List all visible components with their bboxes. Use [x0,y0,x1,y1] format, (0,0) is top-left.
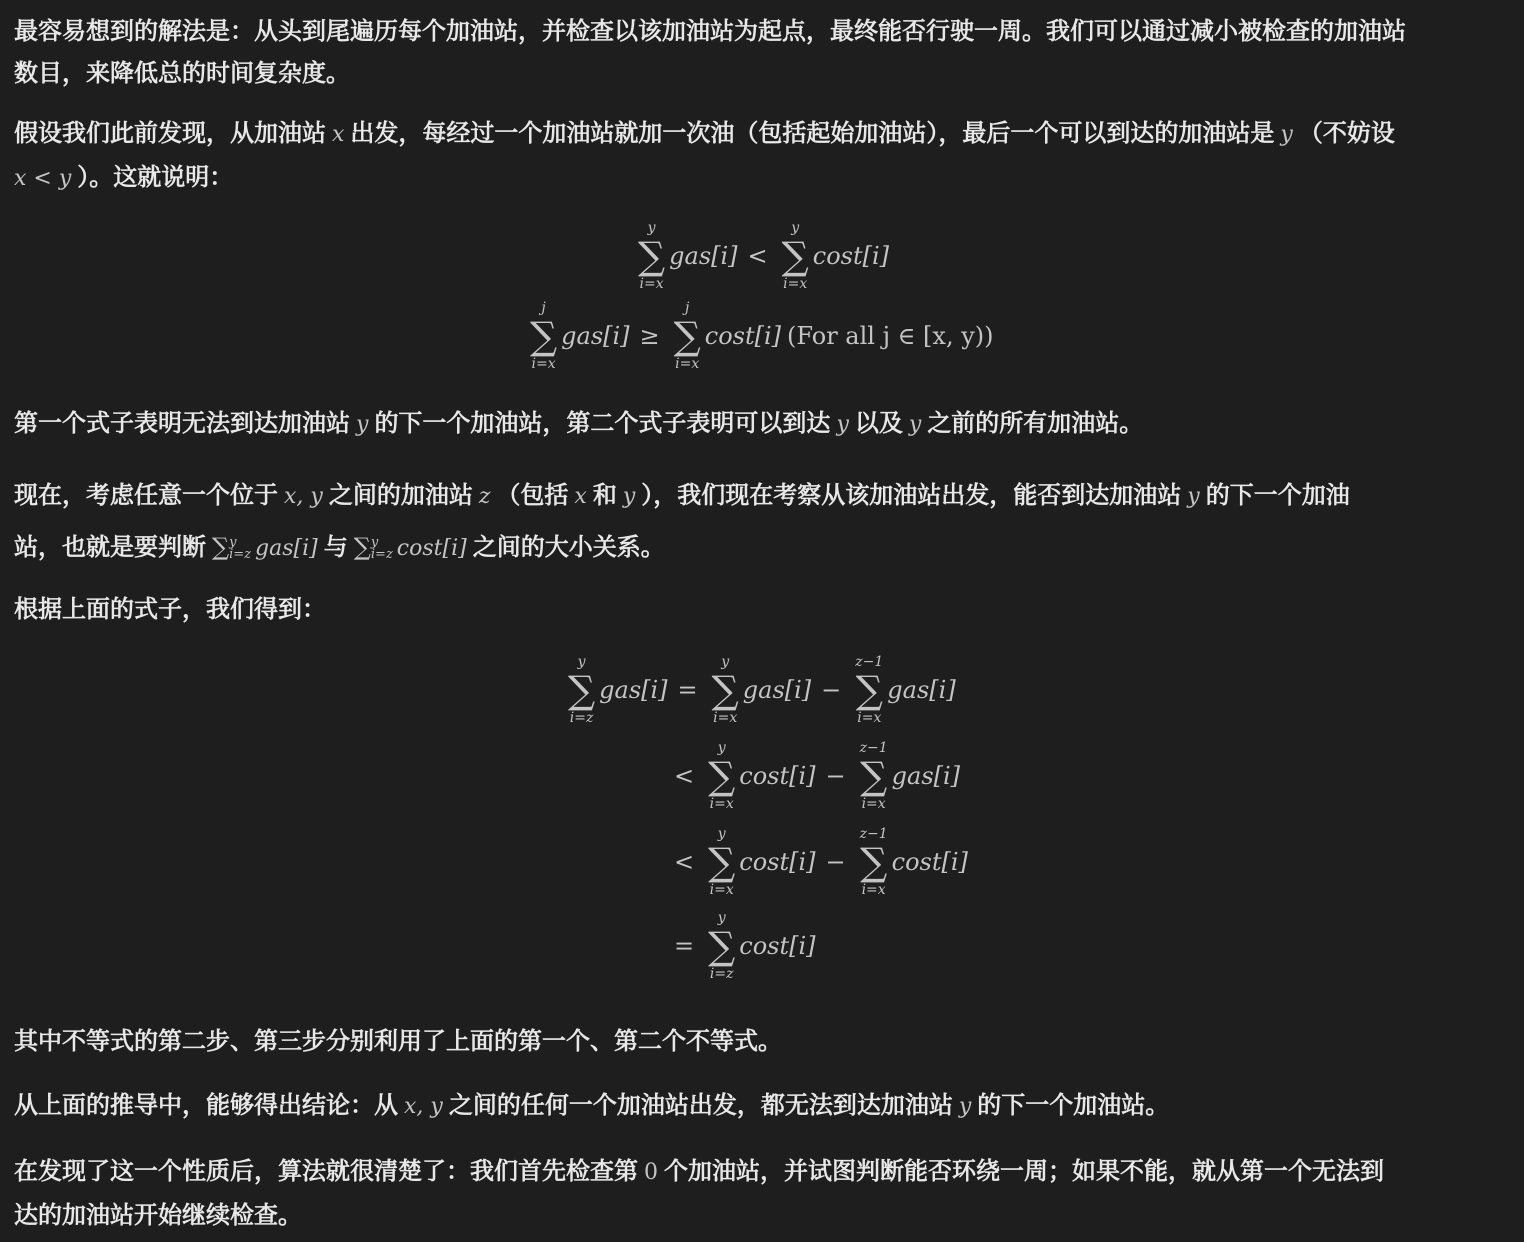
sum-upper-limit: z−1 [855,654,884,670]
less-than-operator: < [674,848,695,876]
math-x-lt-y: x < y [14,166,72,191]
sum-upper-limit: y [647,220,656,236]
math-y: y [1280,122,1293,147]
sum-upper-limit: z−1 [859,740,888,756]
math-y: y [908,412,922,437]
math-z: z [478,484,491,509]
sum-upper-limit: y [717,910,726,926]
sum-lower-limit: i=x [857,710,882,726]
paragraph-3-text: 之前的所有加油站。 [927,409,1144,437]
paragraph-4-text: 站，也就是要判断 [14,533,206,561]
paragraph-1-line-2: 数目，来降低总的时间复杂度。 [14,59,350,87]
paragraph-7 [14,1084,1510,1128]
sigma-glyph: ∑ [781,234,809,278]
sigma-glyph: ∑ [353,533,371,561]
sum-lower-limit: i=x [675,356,700,372]
sigma-glyph: ∑ [673,314,701,358]
sum-lower-limit: i=z [370,547,393,562]
minus-operator: − [825,762,846,790]
cost-term: cost[i] [739,932,816,960]
paragraph-3-text: 第一个式子表明无法到达加油站 [14,409,350,437]
paragraph-4-text: 和 [592,481,617,509]
cost-term: cost[i] [739,762,816,790]
minus-operator: − [825,848,846,876]
sigma-glyph: ∑ [711,668,739,712]
derivation-line-1 [564,654,956,726]
gas-term: gas[i] [891,762,961,790]
paragraph-7-text: 的下一个加油站。 [977,1091,1170,1119]
paragraph-7-text: 从上面的推导中，能够得出结论：从 [14,1091,398,1119]
geq-operator: ≥ [639,322,660,350]
math-x-comma-y: x, y [284,484,323,509]
cost-term: cost[i] [739,848,816,876]
math-x-comma-y: x, y [404,1094,443,1119]
paragraph-1-line-1: 最容易想到的解法是：从头到尾遍历每个加油站，并检查以该加油站为起点，最终能否行驶一周。我们可以通过减小被检查的加油站 [14,17,1406,45]
paragraph-4-text: 之间的加油站 [328,481,473,509]
less-than-operator: < [747,242,768,270]
math-y: y [836,412,849,437]
sigma-glyph: ∑ [708,924,736,968]
gas-term: gas[i] [887,676,956,704]
gas-term: gas[i] [255,536,318,561]
sum-upper-limit: y [717,826,726,842]
paragraph-8-text: 达的加油站开始继续检查。 [14,1201,302,1229]
paragraph-4-text: 与 [323,533,348,561]
paragraph-5-text: 根据上面的式子，我们得到： [14,595,326,623]
math-y: y [1187,484,1200,509]
sum-lower-limit: i=x [861,796,886,812]
sum-lower-limit: i=z [229,547,252,562]
paragraph-8 [14,1150,1510,1236]
minus-operator: − [821,676,842,704]
paragraph-4-text: ），我们现在考察从该加油站出发，能否到达加油站 [641,481,1182,509]
sigma-glyph: ∑ [638,234,666,278]
sum-lower-limit: i=x [709,796,734,812]
sigma-glyph: ∑ [568,668,596,712]
sigma-glyph: ∑ [708,754,736,798]
paragraph-8-text: 在发现了这一个性质后，算法就很清楚了：我们首先检查第 [14,1157,638,1185]
paragraph-3-text: 的下一个加油站，第二个式子表明可以到达 [374,409,831,437]
sum-lower-limit: i=z [569,710,594,726]
paragraph-6 [14,1020,1510,1062]
derivation-line-4 [664,910,816,982]
derivation-line-2 [664,740,960,812]
sum-symbol [712,654,739,726]
paragraph-7-text: 之间的任何一个加油站出发，都无法到达加油站 [448,1091,953,1119]
paragraph-8-text: 个加油站，并试图判断能否环绕一周；如果不能，就从第一个无法到 [664,1157,1384,1185]
paragraph-6-text: 其中不等式的第二步、第三步分别利用了上面的第一个、第二个不等式。 [14,1027,782,1055]
sum-symbol [708,740,735,812]
sum-lower-limit: i=x [709,882,734,898]
sum-symbol [708,910,735,982]
sum-upper-limit: z−1 [859,826,888,842]
sum-symbol [860,740,888,812]
equals-operator: = [677,676,698,704]
sum-upper-limit: y [229,535,237,550]
gas-term: gas[i] [669,242,738,270]
sum-symbol [855,654,883,726]
paragraph-2-text: ）。这就说明： [77,163,234,191]
sum-upper-limit: j [685,300,690,316]
sum-upper-limit: y [577,654,586,670]
sum-lower-limit: i=x [531,356,556,372]
paragraph-2-text: 假设我们此前发现，从加油站 [14,119,326,147]
sum-lower-limit: i=x [783,276,808,292]
paragraph-4-text: 现在，考虑任意一个位于 [14,481,278,509]
gas-term: gas[i] [561,322,630,350]
sum-upper-limit: y [791,220,800,236]
cost-term: cost[i] [396,536,467,561]
cost-term: cost[i] [812,242,890,270]
math-x: x [574,484,587,509]
cost-term: cost[i] [704,322,782,350]
sum-lower-limit: i=x [639,276,664,292]
less-than-operator: < [674,762,695,790]
paragraph-4-text: 之间的大小关系。 [472,533,665,561]
gas-term: gas[i] [599,676,668,704]
sum-symbol [860,826,888,898]
sum-upper-limit: j [541,300,546,316]
sum-upper-limit: y [717,740,726,756]
paragraph-2-text: 出发，每经过一个加油站就加一次油（包括起始加油站），最后一个可以到达的加油站是 [350,119,1275,147]
sigma-glyph: ∑ [708,840,736,884]
cost-term: cost[i] [891,848,968,876]
sigma-glyph: ∑ [860,754,888,798]
paragraph-4-text: 的下一个加油 [1205,481,1350,509]
equals-operator: = [674,932,695,960]
sigma-glyph: ∑ [212,533,230,561]
sigma-glyph: ∑ [530,314,558,358]
derivation-line-3 [664,826,968,898]
sum-symbol [568,654,595,726]
gas-term: gas[i] [742,676,812,704]
math-y: y [356,412,369,437]
sigma-glyph: ∑ [860,840,888,884]
sum-upper-limit: y [721,654,730,670]
for-all-clause: (For all j ∈ [x, y)) [787,322,994,350]
sum-symbol [708,826,735,898]
paragraph-2-text: （不妨设 [1298,119,1395,147]
sigma-glyph: ∑ [855,668,883,712]
sum-lower-limit: i=x [713,710,738,726]
sum-lower-limit: i=x [861,882,886,898]
math-y: y [622,484,636,509]
math-x: x [332,122,345,147]
math-zero: 0 [644,1160,658,1185]
sum-lower-limit: i=z [709,966,734,982]
sum-upper-limit: y [370,535,379,550]
paragraph-4-text: （包括 [496,481,569,509]
paragraph-3-text: 以及 [854,409,903,437]
math-y: y [958,1094,972,1119]
